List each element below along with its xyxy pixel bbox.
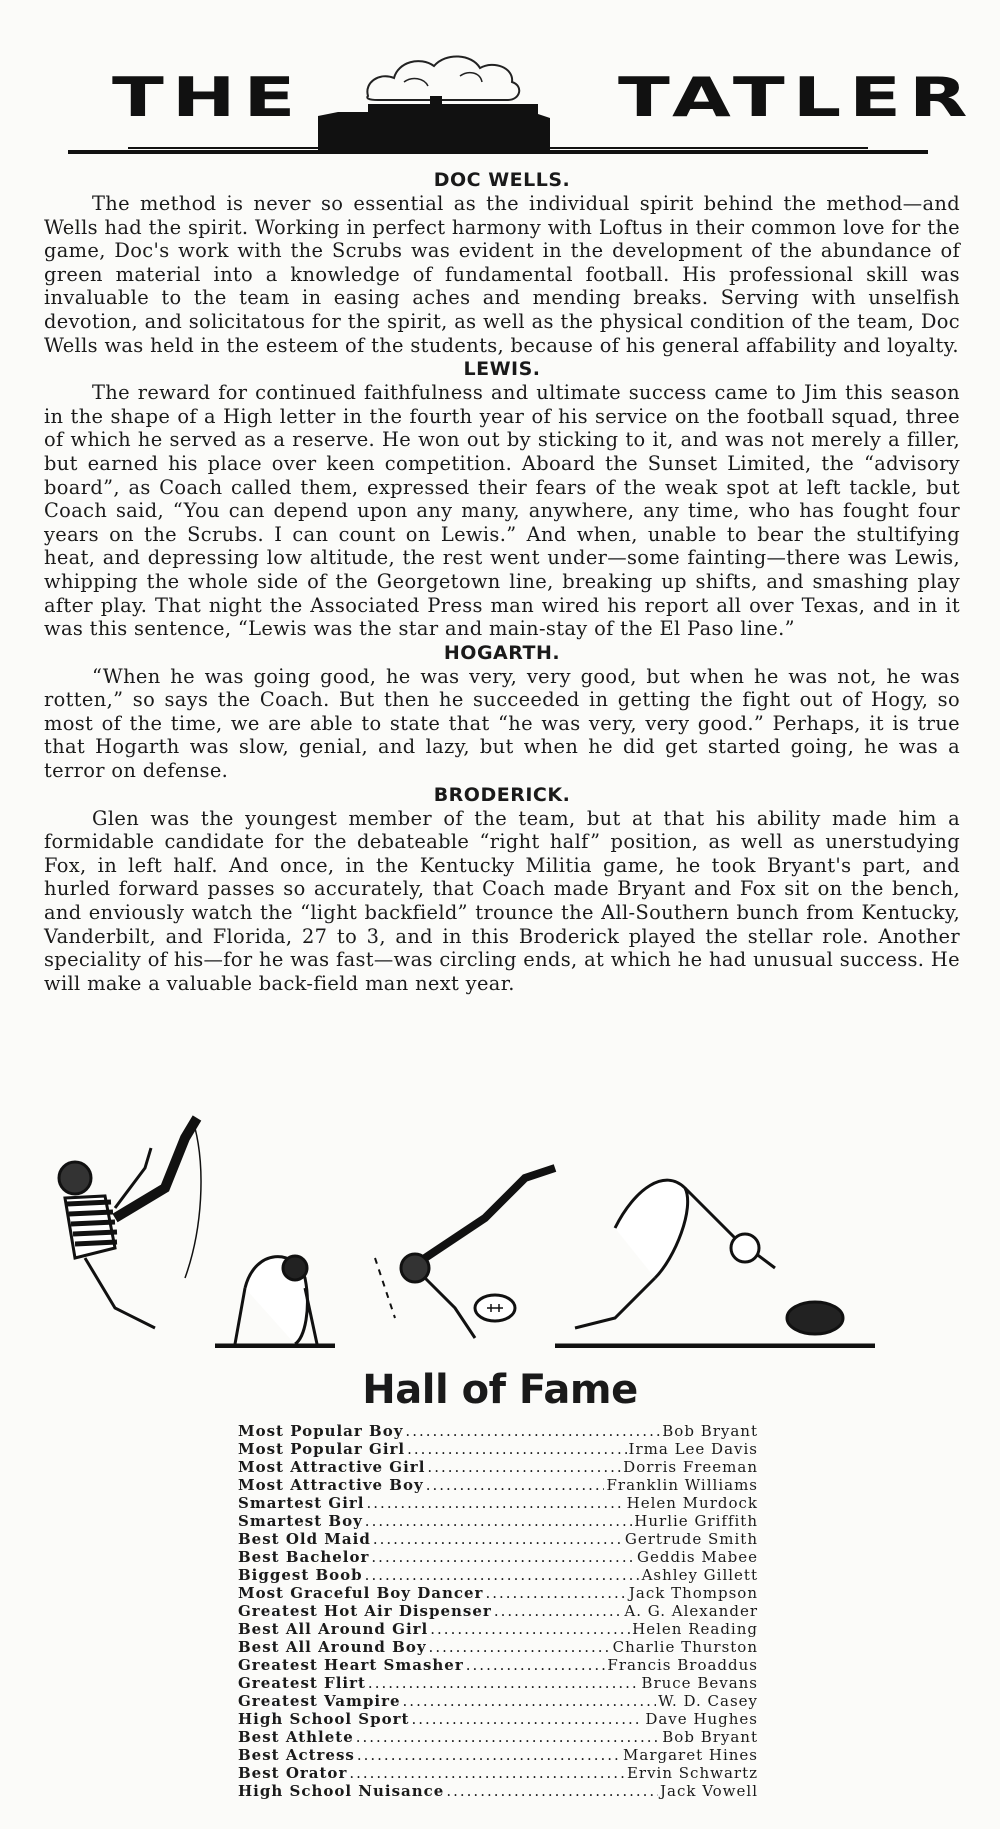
dot-leader	[466, 1656, 606, 1674]
heading-broderick: BRODERICK.	[433, 783, 571, 806]
hall-of-fame-row	[238, 1764, 758, 1782]
award-title: Best Old Maid	[238, 1530, 371, 1548]
award-title: Greatest Flirt	[238, 1674, 366, 1692]
award-title: Best All Around Girl	[238, 1620, 429, 1638]
hall-of-fame-list	[238, 1422, 758, 1800]
dot-leader	[368, 1674, 640, 1692]
award-title: Greatest Heart Smasher	[238, 1656, 464, 1674]
dot-leader	[407, 1440, 626, 1458]
dot-leader	[403, 1692, 657, 1710]
hall-of-fame-row	[238, 1638, 758, 1656]
award-title: Greatest Hot Air Dispenser	[238, 1602, 492, 1620]
kicker-cartoon	[59, 1118, 201, 1328]
hall-of-fame-row	[238, 1476, 758, 1494]
dot-leader	[494, 1602, 623, 1620]
ball-carrier-cartoon	[555, 1180, 875, 1346]
hall-of-fame-row	[238, 1530, 758, 1548]
masthead	[68, 42, 976, 154]
masthead-word-tatler: TATLER	[618, 64, 976, 130]
hall-of-fame-row	[238, 1512, 758, 1530]
hall-of-fame-row	[238, 1602, 758, 1620]
hall-of-fame-row	[238, 1548, 758, 1566]
award-title: Best Orator	[238, 1764, 348, 1782]
award-title: Best All Around Boy	[238, 1638, 427, 1656]
award-winner: Bob Bryant	[662, 1728, 758, 1746]
football-cartoon-strip	[55, 1108, 955, 1348]
masthead-word-the: THE	[112, 64, 304, 130]
paragraph-lewis: The reward for continued faithfulness and ultimate success came to Jim this season in the shape of a High letter in the fourth year of his service on the football squad, three of which he served as a reserve. He won out by sticking to it, and was not merely a filler, but earned his place over keen competition. Aboard the Sunset Limited, the “advisory board”, as Coach called them, expressed their fears of the weak spot at left tackle, but Coach said, “You can depend upon any many, anywhere, any time, who has fought four years on the Scrubs. I can count on Lewis.” And when, unable to bear the stultifying heat, and depressing low altitude, the rest went under—some fainting—there was Lewis, whipping the whole side of the Georgetown line, breaking up shifts, and smashing play after play. That night the Associated Press man wired his report all over Texas, and in it was this sentence, “Lewis was the star and main-stay of the El Paso line.”	[44, 381, 960, 641]
hall-of-fame-row	[238, 1692, 758, 1710]
award-title: Smartest Girl	[238, 1494, 365, 1512]
award-winner: Jack Vowell	[659, 1782, 758, 1800]
award-winner: Francis Broaddus	[607, 1656, 758, 1674]
dot-leader	[485, 1584, 626, 1602]
dot-leader	[365, 1566, 640, 1584]
award-winner: Helen Reading	[632, 1620, 758, 1638]
award-winner: Bruce Bevans	[641, 1674, 758, 1692]
hall-of-fame-row	[238, 1728, 758, 1746]
award-title: Most Popular Girl	[238, 1440, 406, 1458]
award-title: High School Sport	[238, 1710, 410, 1728]
award-winner: Dave Hughes	[645, 1710, 758, 1728]
heading-doc-wells: DOC WELLS.	[433, 169, 571, 191]
award-winner: Hurlie Griffith	[634, 1512, 758, 1530]
dot-leader	[365, 1512, 633, 1530]
award-title: High School Nuisance	[238, 1782, 445, 1800]
dot-leader	[426, 1476, 605, 1494]
award-title: Most Popular Boy	[238, 1422, 404, 1440]
award-title: Biggest Boob	[238, 1566, 363, 1584]
hall-of-fame-row	[238, 1746, 758, 1764]
hall-of-fame-row	[238, 1494, 758, 1512]
hall-of-fame-row	[238, 1458, 758, 1476]
award-title: Most Graceful Boy Dancer	[238, 1584, 484, 1602]
paragraph-broderick: Glen was the youngest member of the team, but at that his ability made him a formidable candidate for the debateable “right half” position, as well as unerstudying Fox, in left half. And once, in the Kentucky Militia game, he took Bryant's part, and hurled forward passes so accurately, that Coach made Bryant and Fox sit on the bench, and enviously watch the “light backfield” trounce the All-Southern bunch from Kentucky, Vanderbilt, and Florida, 27 to 3, and in this Broderick played the stellar role. Another speciality of his—for he was fast—was circling ends, at which he had unusual success. He will make a valuable back-field man next year.	[44, 806, 960, 995]
award-winner: Franklin Williams	[606, 1476, 758, 1494]
award-title: Best Athlete	[238, 1728, 354, 1746]
award-title: Smartest Boy	[238, 1512, 363, 1530]
award-title: Greatest Vampire	[238, 1692, 401, 1710]
hall-of-fame-row	[238, 1710, 758, 1728]
hall-of-fame-row	[238, 1566, 758, 1584]
dot-leader	[367, 1494, 625, 1512]
hall-of-fame-row	[238, 1656, 758, 1674]
paragraph-doc-wells: The method is never so essential as the individual spirit behind the method—and Wells had the spirit. Working in perfect harmony with Loftus in their common love for the game, Doc's work with the Scrubs was evident in the development of the abundance of green material into a knowledge of fundamental football. His professional skill was invaluable to the team in easing aches and mending breaks. Serving with unselfish devotion, and solicitatous for the spirit, as well as the physical condition of the team, Doc Wells was held in the esteem of the students, because of his general affability and loyalty.	[44, 192, 960, 357]
award-winner: Ervin Schwartz	[626, 1764, 758, 1782]
dot-leader	[446, 1782, 658, 1800]
heading-lewis: LEWIS.	[463, 358, 541, 381]
hall-of-fame-row	[238, 1440, 758, 1458]
award-title: Most Attractive Boy	[238, 1476, 424, 1494]
award-winner: A. G. Alexander	[624, 1602, 758, 1620]
dot-leader	[356, 1728, 661, 1746]
award-winner: Geddis Mabee	[637, 1548, 758, 1566]
hall-of-fame-row	[238, 1674, 758, 1692]
dot-leader	[373, 1530, 623, 1548]
award-winner: Ashley Gillett	[641, 1566, 758, 1584]
dot-leader	[349, 1764, 625, 1782]
award-title: Most Attractive Girl	[238, 1458, 426, 1476]
dot-leader	[411, 1710, 643, 1728]
dot-leader	[427, 1458, 621, 1476]
paragraph-hogarth: “When he was going good, he was very, very good, but when he was not, he was rotten,” so says the Coach. But then he succeeded in getting the fight out of Hogy, so most of the time, we are able to state that “he was very, very good.” Perhaps, it is true that Hogarth was slow, genial, and lazy, but when he did get started going, he was a terror on defense.	[44, 664, 960, 783]
dot-leader	[430, 1620, 630, 1638]
hall-of-fame-row	[238, 1782, 758, 1800]
dot-leader	[371, 1548, 635, 1566]
award-winner: Dorris Freeman	[623, 1458, 758, 1476]
dot-leader	[429, 1638, 611, 1656]
award-winner: Margaret Hines	[623, 1746, 758, 1764]
hall-of-fame-row	[238, 1620, 758, 1638]
article-body	[44, 168, 960, 995]
award-winner: Irma Lee Davis	[628, 1440, 758, 1458]
dot-leader	[405, 1422, 660, 1440]
award-winner: Charlie Thurston	[612, 1638, 758, 1656]
award-winner: Gertrude Smith	[624, 1530, 758, 1548]
award-title: Best Actress	[238, 1746, 355, 1764]
award-winner: Helen Murdock	[626, 1494, 758, 1512]
hall-of-fame-title: Hall of Fame	[362, 1367, 638, 1413]
award-winner: W. D. Casey	[658, 1692, 758, 1710]
hall-of-fame-row	[238, 1422, 758, 1440]
lineman-cartoon	[215, 1256, 335, 1346]
heading-hogarth: HOGARTH.	[443, 641, 561, 664]
dot-leader	[357, 1746, 621, 1764]
award-title: Best Bachelor	[238, 1548, 370, 1566]
award-winner: Jack Thompson	[628, 1584, 758, 1602]
hall-of-fame-row	[238, 1584, 758, 1602]
award-winner: Bob Bryant	[662, 1422, 758, 1440]
tackle-cartoon	[375, 1168, 555, 1338]
